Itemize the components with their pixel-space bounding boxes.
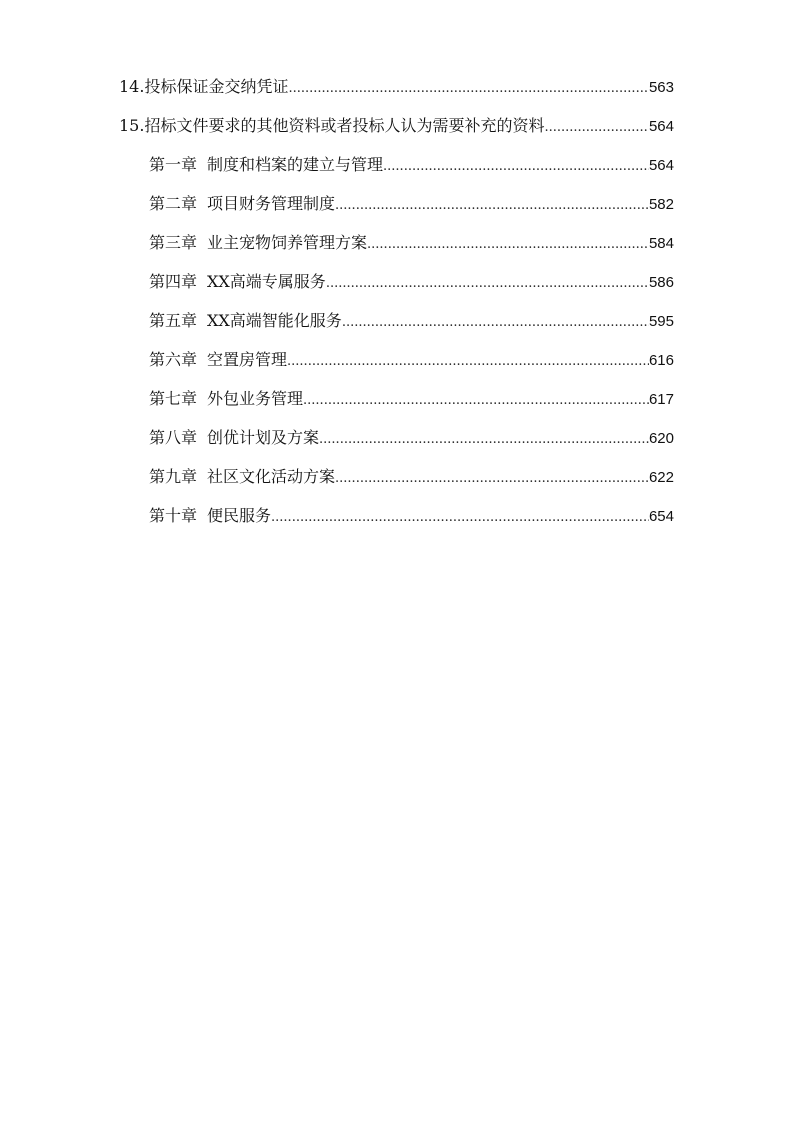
toc-dot-leader (288, 81, 649, 96)
chapter-title: 空置房管理 (207, 350, 288, 369)
toc-entry[interactable] (119, 152, 674, 191)
toc-entry[interactable] (119, 308, 674, 347)
toc-entry-title (149, 269, 326, 292)
toc-dot-leader (367, 237, 649, 252)
toc-page-number: 654 (648, 508, 674, 525)
toc-entry[interactable] (119, 464, 674, 503)
toc-page-number: 616 (648, 352, 674, 369)
toc-page-number: 595 (648, 313, 674, 330)
chapter-number: 第四章 (149, 272, 198, 291)
toc-dot-leader (544, 120, 649, 135)
toc-dot-leader (383, 159, 649, 174)
toc-page-number: 622 (648, 469, 674, 486)
toc-dot-leader (319, 432, 649, 447)
chapter-title: 制度和档案的建立与管理 (207, 155, 384, 174)
toc-entry-title (149, 503, 271, 526)
toc-page-number: 620 (648, 430, 674, 447)
toc-page-number: 582 (648, 196, 674, 213)
toc-dot-leader (335, 471, 649, 486)
chapter-number: 第九章 (149, 467, 198, 486)
toc-entry[interactable] (119, 347, 674, 386)
toc-page-number: 617 (648, 391, 674, 408)
toc-dot-leader (271, 510, 649, 525)
toc-entry[interactable] (119, 113, 674, 152)
table-of-contents (119, 74, 674, 542)
toc-entry-title (149, 230, 367, 253)
chapter-title: 社区文化活动方案 (207, 467, 336, 486)
toc-page-number: 564 (648, 118, 674, 135)
toc-entry-title (149, 425, 319, 448)
chapter-title: 外包业务管理 (207, 389, 304, 408)
chapter-number: 第三章 (149, 233, 198, 252)
toc-dot-leader (303, 393, 649, 408)
chapter-title: 便民服务 (207, 506, 272, 525)
chapter-number: 第七章 (149, 389, 198, 408)
toc-dot-leader (326, 276, 649, 291)
chapter-number: 第六章 (149, 350, 198, 369)
toc-page-number: 586 (648, 274, 674, 291)
chapter-number: 第二章 (149, 194, 198, 213)
toc-entry-title (149, 386, 303, 409)
toc-page-number: 564 (648, 157, 674, 174)
toc-entry-title (149, 191, 335, 214)
chapter-title: 创优计划及方案 (207, 428, 320, 447)
toc-entry[interactable] (119, 425, 674, 464)
toc-entry-title: 14.投标保证金交纳凭证 (119, 77, 289, 96)
toc-entry-title (149, 464, 335, 487)
toc-entry-title (149, 152, 383, 175)
toc-entry[interactable] (119, 503, 674, 542)
chapter-number: 第十章 (149, 506, 198, 525)
chapter-title: XX高端智能化服务 (207, 311, 342, 330)
chapter-number: 第五章 (149, 311, 198, 330)
chapter-number: 第一章 (149, 155, 198, 174)
toc-entry[interactable] (119, 74, 674, 113)
toc-entry-title (149, 347, 287, 370)
toc-entry[interactable] (119, 230, 674, 269)
chapter-number: 第八章 (149, 428, 198, 447)
toc-page-number: 563 (648, 79, 674, 96)
toc-entry-title (149, 308, 342, 331)
toc-entry[interactable] (119, 386, 674, 425)
toc-dot-leader (342, 315, 649, 330)
toc-dot-leader (287, 354, 649, 369)
toc-entry[interactable] (119, 269, 674, 308)
chapter-title: 项目财务管理制度 (207, 194, 336, 213)
toc-page-number: 584 (648, 235, 674, 252)
toc-entry-title: 15.招标文件要求的其他资料或者投标人认为需要补充的资料 (119, 116, 545, 135)
toc-dot-leader (335, 198, 649, 213)
chapter-title: XX高端专属服务 (207, 272, 326, 291)
chapter-title: 业主宠物饲养管理方案 (207, 233, 368, 252)
toc-entry[interactable] (119, 191, 674, 230)
